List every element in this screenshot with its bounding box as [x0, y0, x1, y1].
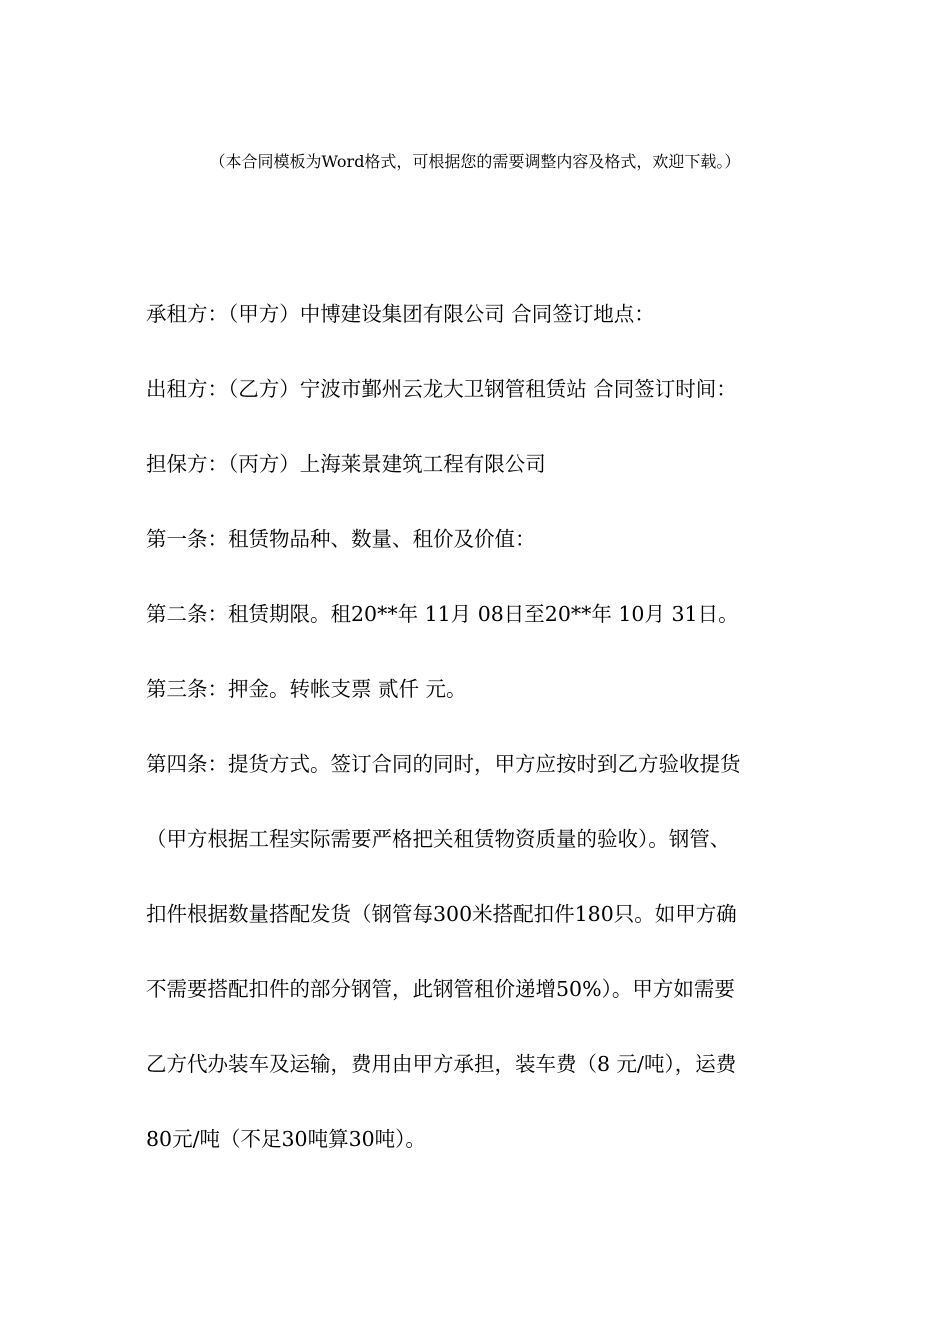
lessee-line: 承租方：（甲方）中博建设集团有限公司 合同签订地点： [146, 302, 655, 326]
article-4-continuation-1: （甲方根据工程实际需要严格把关租赁物资质量的验收）。钢管、 [146, 827, 731, 851]
template-note: （本合同模板为Word格式，可根据您的需要调整内容及格式，欢迎下载。） [209, 152, 741, 171]
guarantor-line: 担保方：（丙方）上海莱景建筑工程有限公司 [146, 452, 546, 476]
article-4-continuation-2: 扣件根据数量搭配发货（钢管每300米搭配扣件180只。如甲方确 [146, 902, 737, 926]
article-4-line: 第四条：提货方式。签订合同的同时，甲方应按时到乙方验收提货 [146, 752, 741, 776]
article-1-line: 第一条：租赁物品种、数量、租价及价值： [146, 527, 536, 551]
article-3-line: 第三条：押金。转帐支票 贰仟 元。 [146, 677, 467, 701]
lessor-line: 出租方：（乙方）宁波市鄞州云龙大卫钢管租赁站 合同签订时间： [146, 377, 737, 401]
article-2-line: 第二条：租赁期限。租20**年 11月 08日至20**年 10月 31日。 [146, 602, 739, 626]
article-4-continuation-3: 不需要搭配扣件的部分钢管，此钢管租价递增50%）。甲方如需要 [146, 977, 735, 1001]
article-4-continuation-4: 乙方代办装车及运输，费用由甲方承担，装车费（8 元/吨），运费 [146, 1052, 737, 1076]
contract-body [146, 296, 846, 1196]
article-4-continuation-5: 80元/吨（不足30吨算30吨）。 [146, 1127, 426, 1151]
